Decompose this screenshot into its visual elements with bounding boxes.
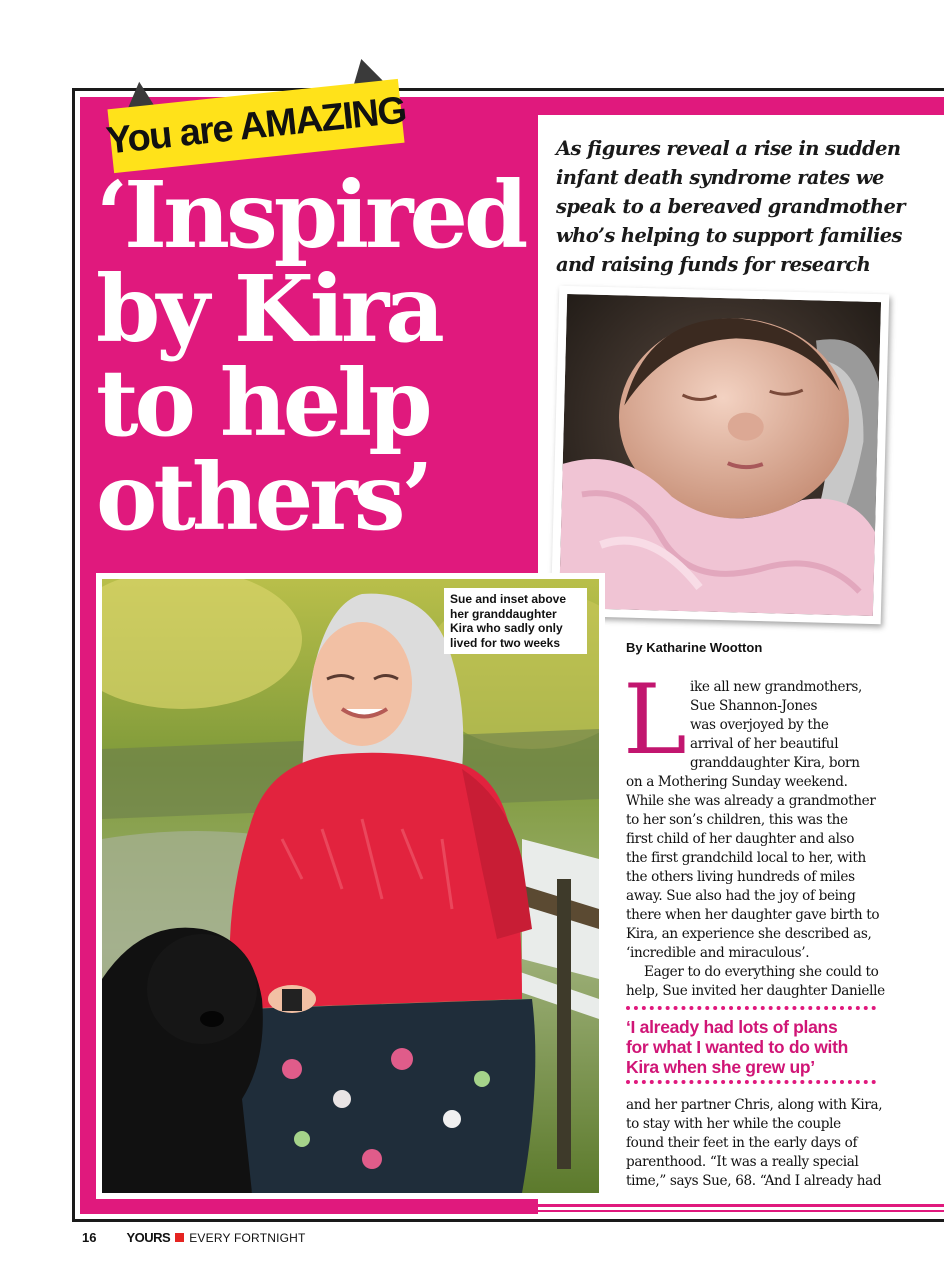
pull-quote — [626, 1017, 886, 1077]
headline-line: ‘Inspired — [96, 161, 525, 269]
headline-line: others’ — [96, 443, 430, 551]
banner-text: You are AMAZING — [104, 88, 408, 163]
standfirst-line: infant death syndrome rates we — [556, 166, 884, 189]
pink-top-strip — [538, 97, 944, 115]
article-line: arrival of her beautiful — [690, 736, 839, 752]
pink-bottom-rule — [538, 1204, 944, 1207]
page-number: 16 — [82, 1230, 97, 1245]
amazing-banner — [104, 58, 410, 178]
article-line: While she was already a grandmother — [626, 793, 876, 809]
standfirst — [556, 134, 905, 279]
brand-square-icon — [175, 1233, 184, 1242]
article-intro-indented — [690, 678, 880, 773]
pull-quote-rule-bottom — [626, 1080, 876, 1084]
article-line: there when her daughter gave birth to — [626, 907, 880, 923]
caption-line: Sue and inset above — [450, 592, 567, 606]
frame-left-rule — [72, 88, 75, 1222]
caption-line: her granddaughter — [450, 606, 557, 621]
caption-line: Kira who sadly only — [450, 621, 563, 635]
article-line: found their feet in the early days of — [626, 1135, 858, 1151]
pull-quote-rule-top — [626, 1006, 876, 1010]
article-line: time,” says Sue, 68. “And I already had — [626, 1173, 882, 1189]
article-line: ike all new grandmothers, — [690, 679, 862, 695]
standfirst-line: As figures reveal a rise in sudden — [556, 137, 901, 160]
article-line: Eager to do everything she could to — [644, 964, 879, 980]
photo-caption — [444, 588, 587, 654]
article-line: the first grandchild local to her, with — [626, 850, 866, 866]
headline-line: by Kira — [96, 255, 441, 363]
page-footer — [82, 1230, 306, 1245]
sue-illustration — [102, 579, 599, 1193]
article-line: Sue Shannon-Jones — [690, 698, 818, 714]
article-line: on a Mothering Sunday weekend. — [626, 774, 848, 790]
article-line: ‘incredible and miraculous’. — [626, 945, 810, 961]
pull-quote-line: Kira when she grew up’ — [626, 1057, 815, 1077]
article-line: parenthood. “It was a really special — [626, 1154, 859, 1170]
article-line: granddaughter Kira, born — [690, 755, 860, 771]
article-body-part1 — [626, 773, 885, 1001]
article-body-part2 — [626, 1096, 883, 1191]
standfirst-line: who’s helping to support families — [556, 224, 902, 247]
standfirst-line: and raising funds for research — [556, 253, 871, 276]
pull-quote-line: ‘I already had lots of plans — [626, 1017, 838, 1037]
article-line: was overjoyed by the — [690, 717, 829, 733]
headline — [96, 161, 536, 551]
drop-cap: L — [623, 664, 687, 776]
article-line: to stay with her while the couple — [626, 1116, 841, 1132]
magazine-brand: YOURS — [126, 1230, 171, 1245]
article-line: to her son’s children, this was the — [626, 812, 848, 828]
sue-photo — [96, 573, 605, 1199]
headline-line: to help — [96, 349, 429, 457]
byline: By Katharine Wootton — [626, 640, 763, 655]
standfirst-line: speak to a bereaved grandmother — [556, 195, 905, 218]
caption-line: lived for two weeks — [450, 635, 561, 650]
baby-illustration — [559, 294, 881, 616]
publication-frequency: EVERY FORTNIGHT — [189, 1230, 306, 1245]
article-line: and her partner Chris, along with Kira, — [626, 1097, 883, 1113]
article-line: away. Sue also had the joy of being — [626, 888, 856, 904]
frame-bottom-rule — [72, 1219, 944, 1222]
pull-quote-line: for what I wanted to do with — [626, 1037, 848, 1057]
article-line: Kira, an experience she described as, — [626, 926, 872, 942]
article-line: help, Sue invited her daughter Danielle — [626, 983, 885, 999]
article-line: first child of her daughter and also — [626, 831, 855, 847]
article-line: the others living hundreds of miles — [626, 869, 855, 885]
pink-bottom-rule-thin — [538, 1210, 944, 1212]
